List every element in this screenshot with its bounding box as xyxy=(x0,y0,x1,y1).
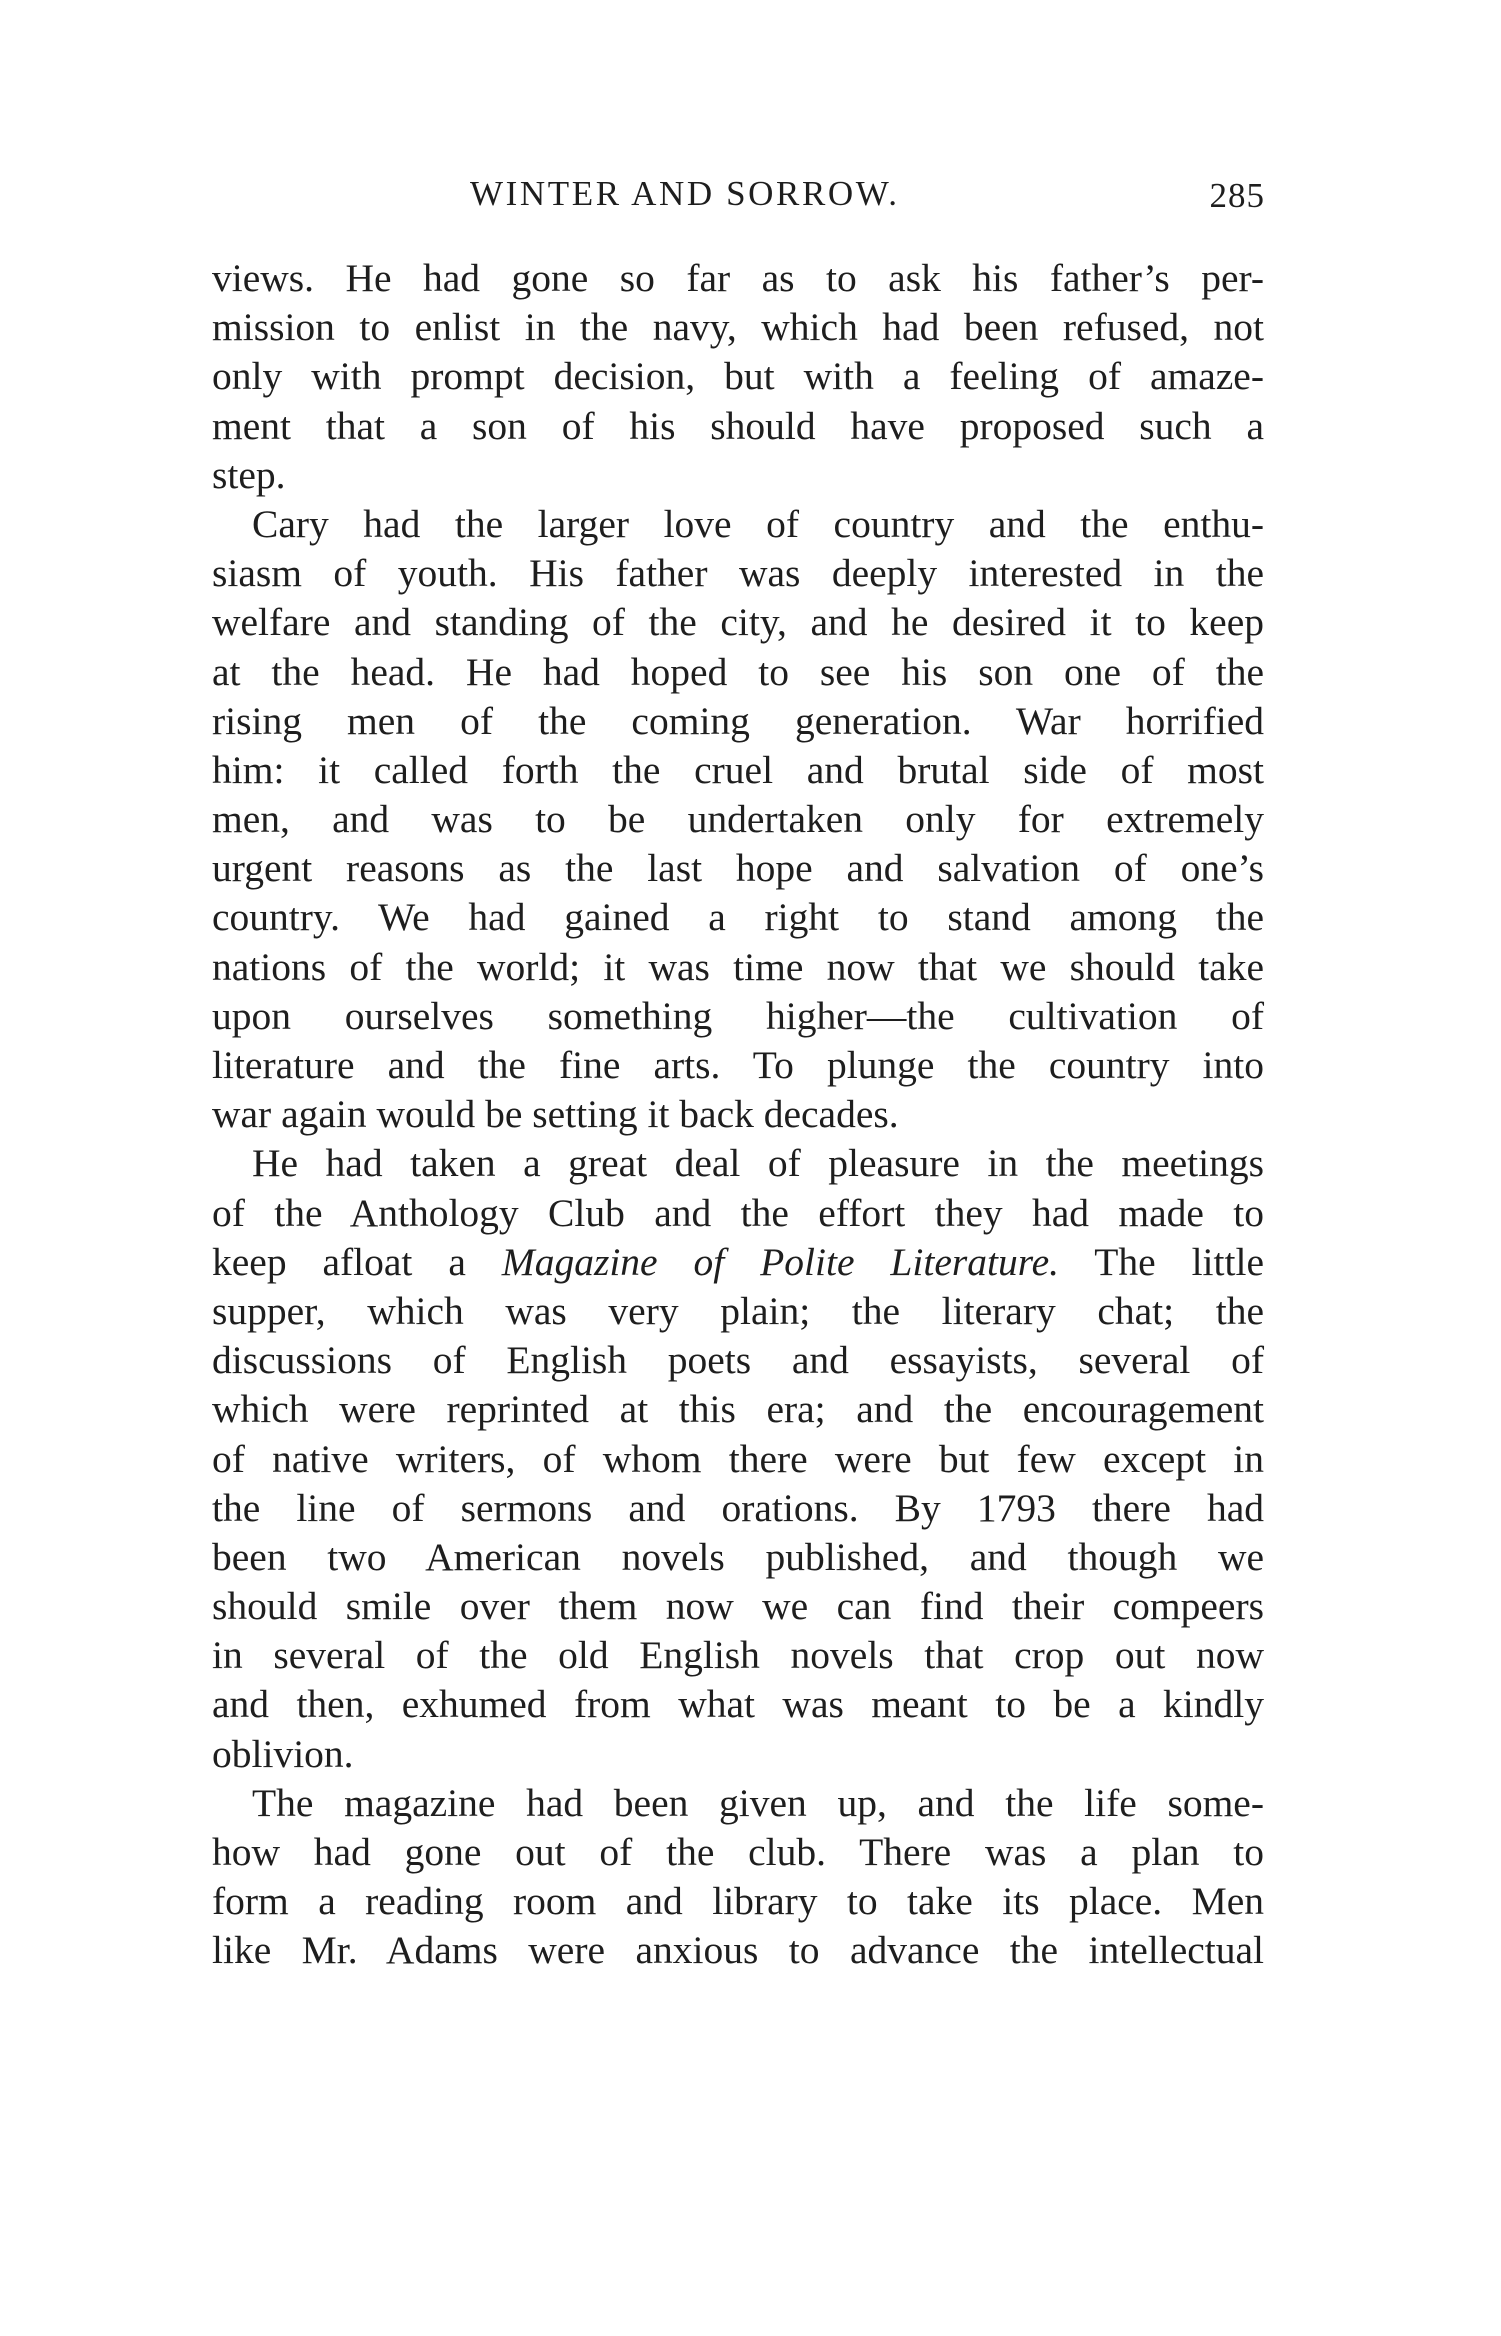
paragraph-4 xyxy=(212,1779,1264,1976)
text-line: only with prompt decision, but with a feeling of amaze- xyxy=(212,354,1264,399)
text-line: oblivion. xyxy=(212,1731,354,1776)
text-line: him: it called forth the cruel and brutal side of most xyxy=(212,747,1264,792)
magazine-title-italic: Magazine of Polite Literature. xyxy=(501,1239,1060,1284)
text-segment: keep afloat a xyxy=(212,1239,502,1284)
text-line: of native writers, of whom there were but few except in xyxy=(212,1436,1264,1481)
text-segment: The little xyxy=(1059,1239,1264,1284)
text-line: men, and was to be undertaken only for extremely xyxy=(212,797,1264,842)
text-line: country. We had gained a right to stand among the xyxy=(212,895,1264,940)
text-line: upon ourselves something higher—the cultivation of xyxy=(212,993,1264,1038)
text-line: literature and the fine arts. To plunge the country into xyxy=(212,1043,1264,1087)
text-line: how had gone out of the club. There was a plan to xyxy=(212,1830,1264,1874)
text-line: like Mr. Adams were anxious to advance the intellectual xyxy=(212,1928,1264,1973)
text-line: supper, which was very plain; the literary chat; the xyxy=(212,1288,1264,1333)
text-line: welfare and standing of the city, and he desired it to keep xyxy=(212,600,1264,645)
text-line: in several of the old English novels that crop out now xyxy=(212,1633,1264,1678)
text-line: at the head. He had hoped to see his son one of the xyxy=(212,649,1264,694)
text-line: form a reading room and library to take its place. Men xyxy=(212,1879,1264,1924)
text-line: nations of the world; it was time now that we should take xyxy=(212,944,1264,989)
text-line: ment that a son of his should have proposed such a xyxy=(212,403,1264,448)
text-line: The magazine had been given up, and the life some- xyxy=(252,1780,1264,1825)
text-line: of the Anthology Club and the effort they had made to xyxy=(212,1190,1264,1235)
text-line: mission to enlist in the navy, which had been refused, not xyxy=(212,305,1264,350)
text-line: the line of sermons and orations. By 1793 there had xyxy=(212,1485,1264,1530)
text-line: He had taken a great deal of pleasure in the meetings xyxy=(252,1141,1264,1186)
text-line: urgent reasons as the last hope and salvation of one’s xyxy=(212,846,1264,891)
text-line: step. xyxy=(212,452,286,497)
text-line: war again would be setting it back decades. xyxy=(212,1092,899,1137)
text-line: which were reprinted at this era; and the encouragement xyxy=(212,1387,1264,1432)
text-line: been two American novels published, and though we xyxy=(212,1534,1264,1579)
text-line-with-italic xyxy=(212,1238,1264,1287)
text-line: discussions of English poets and essayists, several of xyxy=(212,1338,1264,1383)
paragraph-3 xyxy=(212,1139,1264,1778)
text-line: siasm of youth. His father was deeply interested in the xyxy=(212,551,1264,596)
text-line: should smile over them now we can find their compeers xyxy=(212,1584,1264,1629)
text-line: Cary had the larger love of country and the enthu- xyxy=(252,501,1264,546)
paragraph-2 xyxy=(212,500,1264,1139)
text-line: rising men of the coming generation. War horrified xyxy=(212,698,1264,743)
running-head xyxy=(212,172,1267,222)
page-number: 285 xyxy=(1209,176,1265,215)
running-title: WINTER AND SORROW. xyxy=(470,174,900,213)
text-line: views. He had gone so far as to ask his father’s per- xyxy=(212,256,1264,300)
body-text xyxy=(212,254,1264,1976)
paragraph-1 xyxy=(212,254,1264,500)
text-line: and then, exhumed from what was meant to be a kindly xyxy=(212,1682,1264,1727)
